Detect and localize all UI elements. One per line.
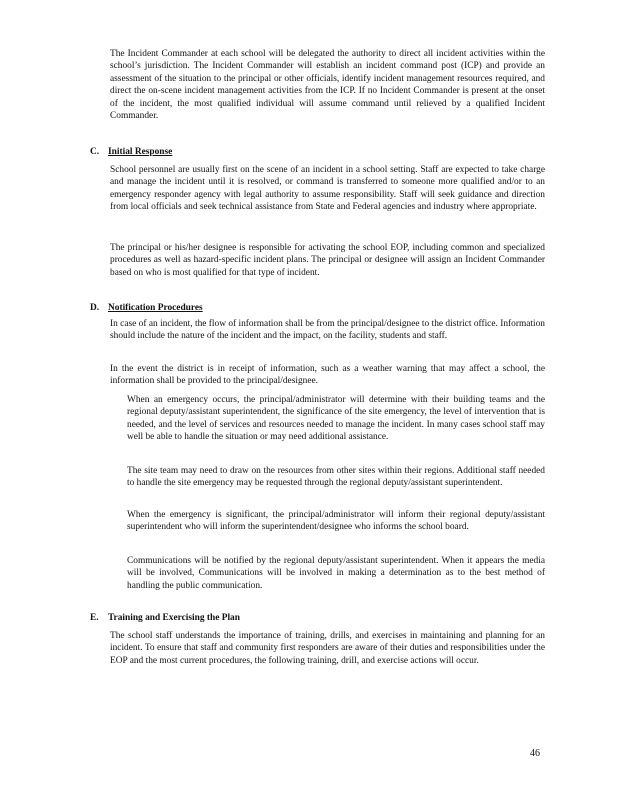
section-e-title: Training and Exercising the Plan (108, 613, 240, 623)
section-c-heading (90, 146, 172, 158)
intro-paragraph: The Incident Commander at each school will be delegated the authority to direct all incident activities within the school’s jurisdiction. The Incident Commander will establish an incident command post (ICP) and provide an assessment of the situation to the principal or other officials, identify incident management resources required, and direct the on-scene incident management activities from the ICP. If no Incident Commander is present at the onset of the incident, the most qualified individual will assume command until relieved by a qualified Incident Commander. (110, 49, 545, 122)
list-item-text: When an emergency occurs, the principal/administrator will determine with their building teams and the regional deputy/assistant superintendent, the significance of the site emergency, the level of intervention that is needed, and the level of services and resources needed to manage the incident. In many cases school staff may well be able to handle the situation or may need additional assistance. (127, 395, 545, 443)
list-item-text: The site team may need to draw on the resources from other sites within their regions. Additional staff needed to handle the site emergency may be requested through the regional deputy/assistant superintendent. (127, 466, 545, 489)
section-d-title: Notification Procedures (108, 303, 203, 313)
section-c-paragraph-1: School personnel are usually first on the scene of an incident in a school setting. Staff are expected to take charge and manage the incident until it is resolved, or command is transferred to someone more qualified and/or to an emergency responder agency with legal authority to assume responsibility. Staff will seek guidance and direction from local officials and seek technical assistance from State and Federal agencies and industry where appropriate. (110, 165, 545, 213)
section-d-letter: D. (90, 303, 100, 313)
section-d-heading (90, 302, 203, 314)
list-item-text: Communications will be notified by the regional deputy/assistant superintendent. When it appears the media will be involved, Communications will be involved in making a determination as to the best method of handling the public communication. (127, 556, 545, 591)
section-c-letter: C. (90, 147, 100, 157)
section-d-paragraph-2: In the event the district is in receipt of information, such as a weather warning that may affect a school, the information shall be provided to the principal/designee. (110, 364, 545, 387)
section-d-paragraph-1: In case of an incident, the flow of information shall be from the principal/designee to the district office. Information should include the nature of the incident and the impact, on the facility, students and staff. (110, 319, 545, 342)
section-e-letter: E. (90, 613, 99, 623)
section-e-paragraph-1: The school staff understands the importance of training, drills, and exercises in maintaining and planning for an incident. To ensure that staff and community first responders are aware of their duties and responsibilities under the EOP and the most current procedures, the following training, drill, and exercise actions will occur. (110, 631, 545, 666)
page-number: 46 (530, 748, 540, 759)
section-e-heading (90, 612, 240, 624)
section-c-title: Initial Response (108, 147, 173, 157)
section-c-paragraph-2: The principal or his/her designee is responsible for activating the school EOP, including common and specialized procedures as well as hazard-specific incident plans. The principal or designee will assign an Incident Commander based on who is most qualified for that type of incident. (110, 243, 545, 278)
list-item-text: When the emergency is significant, the principal/administrator will inform their regional deputy/assistant superintendent who will inform the superintendent/designee who informs the school board. (127, 510, 545, 533)
